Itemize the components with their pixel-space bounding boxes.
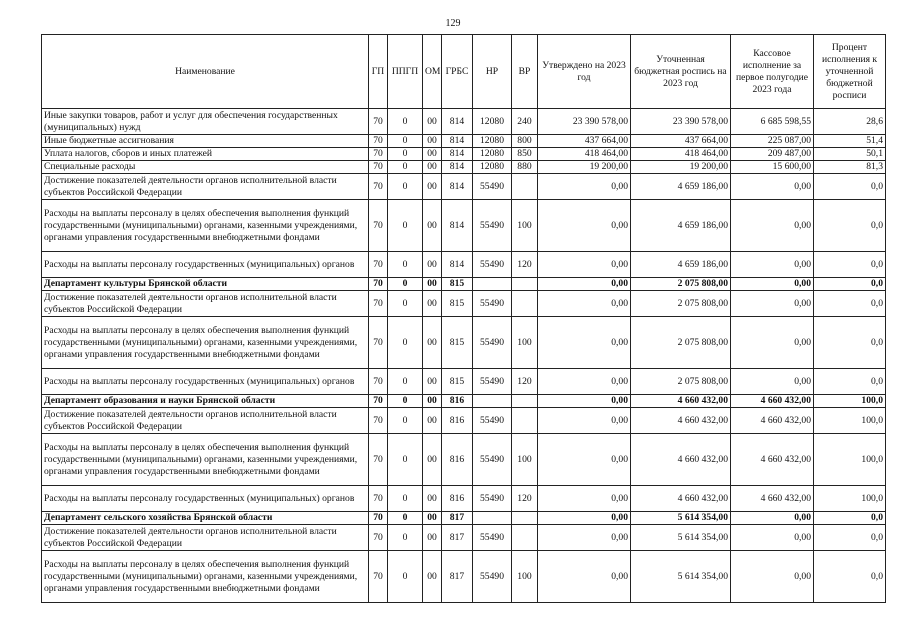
cell-ppgp: 0 <box>388 369 423 395</box>
cell-gp: 70 <box>369 161 388 174</box>
cell-name: Расходы на выплаты персоналу в целях обеспечения выполнения функций государственными (муниципальными) органами, казенными учреждениями, органами управления государственными внебюджетными фондами <box>42 551 369 603</box>
cell-cash: 4 660 432,00 <box>731 486 814 512</box>
cell-name: Иные закупки товаров, работ и услуг для обеспечения государственных (муниципальных) нужд <box>42 109 369 135</box>
cell-refined: 5 614 354,00 <box>631 551 731 603</box>
cell-om: 00 <box>423 200 442 252</box>
table-row <box>42 551 886 603</box>
cell-grbs: 814 <box>442 252 473 278</box>
table-row <box>42 317 886 369</box>
cell-vr: 800 <box>512 135 538 148</box>
cell-name: Достижение показателей деятельности органов исполнительной власти субъектов Российской Федерации <box>42 525 369 551</box>
table-row <box>42 434 886 486</box>
cell-percent: 50,1 <box>814 148 886 161</box>
table-row <box>42 161 886 174</box>
cell-vr: 100 <box>512 317 538 369</box>
cell-ppgp: 0 <box>388 109 423 135</box>
cell-refined: 4 659 186,00 <box>631 252 731 278</box>
cell-cash: 4 660 432,00 <box>731 395 814 408</box>
department-row <box>42 512 886 525</box>
cell-gp: 70 <box>369 369 388 395</box>
cell-grbs: 816 <box>442 434 473 486</box>
cell-approved: 0,00 <box>538 252 631 278</box>
table-row <box>42 486 886 512</box>
cell-gp: 70 <box>369 408 388 434</box>
table-row <box>42 174 886 200</box>
cell-cash: 0,00 <box>731 525 814 551</box>
cell-name: Департамент культуры Брянской области <box>42 278 369 291</box>
cell-approved: 0,00 <box>538 512 631 525</box>
cell-name: Специальные расходы <box>42 161 369 174</box>
cell-vr <box>512 174 538 200</box>
cell-vr <box>512 525 538 551</box>
cell-nr: 12080 <box>473 148 512 161</box>
cell-refined: 4 659 186,00 <box>631 200 731 252</box>
cell-gp: 70 <box>369 486 388 512</box>
cell-vr: 120 <box>512 252 538 278</box>
cell-percent: 28,6 <box>814 109 886 135</box>
cell-percent: 0,0 <box>814 369 886 395</box>
col-ppgp-header: ППГП <box>388 35 423 109</box>
cell-refined: 2 075 808,00 <box>631 278 731 291</box>
cell-nr: 55490 <box>473 551 512 603</box>
cell-gp: 70 <box>369 512 388 525</box>
cell-cash: 0,00 <box>731 174 814 200</box>
col-cash-header: Кассовое исполнение за первое полугодие 2023 года <box>731 35 814 109</box>
cell-grbs: 816 <box>442 395 473 408</box>
cell-grbs: 814 <box>442 135 473 148</box>
cell-om: 00 <box>423 252 442 278</box>
cell-ppgp: 0 <box>388 525 423 551</box>
cell-cash: 0,00 <box>731 512 814 525</box>
cell-vr: 100 <box>512 551 538 603</box>
table-header <box>42 35 886 109</box>
cell-ppgp: 0 <box>388 317 423 369</box>
cell-grbs: 817 <box>442 512 473 525</box>
cell-vr <box>512 278 538 291</box>
cell-cash: 0,00 <box>731 252 814 278</box>
col-gp-header: ГП <box>369 35 388 109</box>
cell-ppgp: 0 <box>388 252 423 278</box>
cell-cash: 4 660 432,00 <box>731 434 814 486</box>
table-row <box>42 408 886 434</box>
cell-grbs: 814 <box>442 148 473 161</box>
cell-approved: 418 464,00 <box>538 148 631 161</box>
cell-om: 00 <box>423 317 442 369</box>
col-grbs-header: ГРБС <box>442 35 473 109</box>
cell-name: Расходы на выплаты персоналу государственных (муниципальных) органов <box>42 369 369 395</box>
cell-ppgp: 0 <box>388 291 423 317</box>
cell-om: 00 <box>423 512 442 525</box>
cell-om: 00 <box>423 291 442 317</box>
cell-vr <box>512 512 538 525</box>
cell-nr <box>473 512 512 525</box>
cell-refined: 4 660 432,00 <box>631 486 731 512</box>
cell-percent: 51,4 <box>814 135 886 148</box>
cell-grbs: 814 <box>442 200 473 252</box>
cell-nr: 55490 <box>473 369 512 395</box>
cell-gp: 70 <box>369 291 388 317</box>
cell-vr <box>512 291 538 317</box>
cell-nr: 55490 <box>473 486 512 512</box>
cell-om: 00 <box>423 161 442 174</box>
cell-nr: 55490 <box>473 317 512 369</box>
cell-name: Департамент сельского хозяйства Брянской области <box>42 512 369 525</box>
cell-percent: 0,0 <box>814 291 886 317</box>
cell-refined: 5 614 354,00 <box>631 512 731 525</box>
cell-cash: 209 487,00 <box>731 148 814 161</box>
cell-name: Расходы на выплаты персоналу в целях обеспечения выполнения функций государственными (муниципальными) органами, казенными учреждениями, органами управления государственными внебюджетными фондами <box>42 317 369 369</box>
cell-percent: 0,0 <box>814 252 886 278</box>
cell-percent: 100,0 <box>814 486 886 512</box>
cell-refined: 23 390 578,00 <box>631 109 731 135</box>
cell-nr: 55490 <box>473 200 512 252</box>
cell-grbs: 815 <box>442 317 473 369</box>
table-row <box>42 291 886 317</box>
cell-approved: 0,00 <box>538 434 631 486</box>
cell-vr <box>512 395 538 408</box>
cell-percent: 0,0 <box>814 200 886 252</box>
cell-ppgp: 0 <box>388 161 423 174</box>
col-om-header: ОМ <box>423 35 442 109</box>
col-nr-header: НР <box>473 35 512 109</box>
cell-om: 00 <box>423 551 442 603</box>
cell-nr: 12080 <box>473 109 512 135</box>
cell-approved: 0,00 <box>538 525 631 551</box>
cell-cash: 0,00 <box>731 551 814 603</box>
cell-grbs: 814 <box>442 161 473 174</box>
cell-grbs: 817 <box>442 525 473 551</box>
cell-ppgp: 0 <box>388 135 423 148</box>
cell-percent: 0,0 <box>814 525 886 551</box>
table-row <box>42 200 886 252</box>
col-name-header: Наименование <box>42 35 369 109</box>
cell-cash: 4 660 432,00 <box>731 408 814 434</box>
department-row <box>42 395 886 408</box>
cell-gp: 70 <box>369 148 388 161</box>
cell-om: 00 <box>423 109 442 135</box>
table-row <box>42 148 886 161</box>
cell-percent: 100,0 <box>814 434 886 486</box>
cell-ppgp: 0 <box>388 408 423 434</box>
cell-ppgp: 0 <box>388 395 423 408</box>
cell-percent: 0,0 <box>814 317 886 369</box>
cell-refined: 2 075 808,00 <box>631 291 731 317</box>
cell-cash: 0,00 <box>731 200 814 252</box>
cell-vr <box>512 408 538 434</box>
cell-approved: 437 664,00 <box>538 135 631 148</box>
table-row <box>42 109 886 135</box>
cell-nr: 55490 <box>473 525 512 551</box>
cell-vr: 240 <box>512 109 538 135</box>
table-row <box>42 252 886 278</box>
cell-om: 00 <box>423 369 442 395</box>
cell-name: Уплата налогов, сборов и иных платежей <box>42 148 369 161</box>
cell-ppgp: 0 <box>388 486 423 512</box>
cell-name: Достижение показателей деятельности органов исполнительной власти субъектов Российской Федерации <box>42 174 369 200</box>
cell-ppgp: 0 <box>388 200 423 252</box>
cell-cash: 225 087,00 <box>731 135 814 148</box>
cell-refined: 5 614 354,00 <box>631 525 731 551</box>
cell-cash: 0,00 <box>731 317 814 369</box>
cell-cash: 6 685 598,55 <box>731 109 814 135</box>
cell-om: 00 <box>423 148 442 161</box>
cell-grbs: 816 <box>442 486 473 512</box>
cell-nr: 55490 <box>473 291 512 317</box>
cell-om: 00 <box>423 278 442 291</box>
cell-percent: 0,0 <box>814 512 886 525</box>
cell-om: 00 <box>423 525 442 551</box>
cell-nr: 12080 <box>473 161 512 174</box>
cell-name: Достижение показателей деятельности органов исполнительной власти субъектов Российской Федерации <box>42 408 369 434</box>
cell-om: 00 <box>423 434 442 486</box>
cell-name: Расходы на выплаты персоналу в целях обеспечения выполнения функций государственными (муниципальными) органами, казенными учреждениями, органами управления государственными внебюджетными фондами <box>42 434 369 486</box>
cell-gp: 70 <box>369 278 388 291</box>
cell-grbs: 814 <box>442 174 473 200</box>
department-row <box>42 278 886 291</box>
cell-vr: 100 <box>512 200 538 252</box>
cell-approved: 0,00 <box>538 395 631 408</box>
cell-approved: 0,00 <box>538 200 631 252</box>
cell-ppgp: 0 <box>388 512 423 525</box>
cell-nr: 12080 <box>473 135 512 148</box>
cell-nr <box>473 395 512 408</box>
cell-refined: 4 659 186,00 <box>631 174 731 200</box>
cell-refined: 2 075 808,00 <box>631 317 731 369</box>
col-approved-header: Утверждено на 2023 год <box>538 35 631 109</box>
cell-om: 00 <box>423 174 442 200</box>
cell-grbs: 816 <box>442 408 473 434</box>
cell-nr: 55490 <box>473 434 512 486</box>
cell-gp: 70 <box>369 135 388 148</box>
cell-approved: 0,00 <box>538 174 631 200</box>
cell-gp: 70 <box>369 551 388 603</box>
cell-vr: 850 <box>512 148 538 161</box>
cell-vr: 120 <box>512 486 538 512</box>
cell-ppgp: 0 <box>388 148 423 161</box>
col-vr-header: ВР <box>512 35 538 109</box>
cell-nr: 55490 <box>473 408 512 434</box>
cell-refined: 418 464,00 <box>631 148 731 161</box>
cell-refined: 4 660 432,00 <box>631 434 731 486</box>
cell-approved: 0,00 <box>538 291 631 317</box>
cell-gp: 70 <box>369 252 388 278</box>
cell-name: Расходы на выплаты персоналу государственных (муниципальных) органов <box>42 486 369 512</box>
cell-name: Департамент образования и науки Брянской области <box>42 395 369 408</box>
cell-percent: 100,0 <box>814 395 886 408</box>
cell-om: 00 <box>423 395 442 408</box>
cell-ppgp: 0 <box>388 278 423 291</box>
table-row <box>42 369 886 395</box>
cell-approved: 0,00 <box>538 317 631 369</box>
cell-cash: 0,00 <box>731 278 814 291</box>
cell-percent: 0,0 <box>814 278 886 291</box>
cell-vr: 880 <box>512 161 538 174</box>
cell-nr: 55490 <box>473 174 512 200</box>
cell-gp: 70 <box>369 109 388 135</box>
cell-ppgp: 0 <box>388 174 423 200</box>
cell-cash: 15 600,00 <box>731 161 814 174</box>
cell-percent: 0,0 <box>814 174 886 200</box>
cell-name: Расходы на выплаты персоналу в целях обеспечения выполнения функций государственными (муниципальными) органами, казенными учреждениями, органами управления государственными внебюджетными фондами <box>42 200 369 252</box>
cell-approved: 0,00 <box>538 369 631 395</box>
cell-name: Расходы на выплаты персоналу государственных (муниципальных) органов <box>42 252 369 278</box>
table-row <box>42 135 886 148</box>
budget-table <box>41 34 886 603</box>
cell-refined: 4 660 432,00 <box>631 408 731 434</box>
cell-refined: 4 660 432,00 <box>631 395 731 408</box>
cell-grbs: 814 <box>442 109 473 135</box>
cell-gp: 70 <box>369 174 388 200</box>
cell-nr: 55490 <box>473 252 512 278</box>
cell-approved: 0,00 <box>538 408 631 434</box>
cell-nr <box>473 278 512 291</box>
cell-vr: 100 <box>512 434 538 486</box>
cell-percent: 100,0 <box>814 408 886 434</box>
cell-grbs: 815 <box>442 278 473 291</box>
cell-refined: 19 200,00 <box>631 161 731 174</box>
col-refined-header: Уточненная бюджетная роспись на 2023 год <box>631 35 731 109</box>
cell-approved: 0,00 <box>538 278 631 291</box>
cell-approved: 0,00 <box>538 486 631 512</box>
cell-om: 00 <box>423 486 442 512</box>
cell-gp: 70 <box>369 434 388 486</box>
cell-ppgp: 0 <box>388 434 423 486</box>
cell-name: Достижение показателей деятельности органов исполнительной власти субъектов Российской Федерации <box>42 291 369 317</box>
cell-grbs: 817 <box>442 551 473 603</box>
cell-gp: 70 <box>369 200 388 252</box>
cell-approved: 23 390 578,00 <box>538 109 631 135</box>
cell-cash: 0,00 <box>731 291 814 317</box>
cell-om: 00 <box>423 135 442 148</box>
cell-percent: 81,3 <box>814 161 886 174</box>
cell-percent: 0,0 <box>814 551 886 603</box>
cell-refined: 437 664,00 <box>631 135 731 148</box>
cell-om: 00 <box>423 408 442 434</box>
cell-approved: 0,00 <box>538 551 631 603</box>
cell-gp: 70 <box>369 395 388 408</box>
cell-gp: 70 <box>369 317 388 369</box>
cell-grbs: 815 <box>442 369 473 395</box>
table-row <box>42 525 886 551</box>
cell-ppgp: 0 <box>388 551 423 603</box>
cell-grbs: 815 <box>442 291 473 317</box>
col-percent-header: Процент исполнения к уточненной бюджетной росписи <box>814 35 886 109</box>
cell-name: Иные бюджетные ассигнования <box>42 135 369 148</box>
cell-vr: 120 <box>512 369 538 395</box>
page-number: 129 <box>445 18 461 29</box>
cell-refined: 2 075 808,00 <box>631 369 731 395</box>
table-body <box>42 109 886 603</box>
cell-cash: 0,00 <box>731 369 814 395</box>
cell-gp: 70 <box>369 525 388 551</box>
cell-approved: 19 200,00 <box>538 161 631 174</box>
